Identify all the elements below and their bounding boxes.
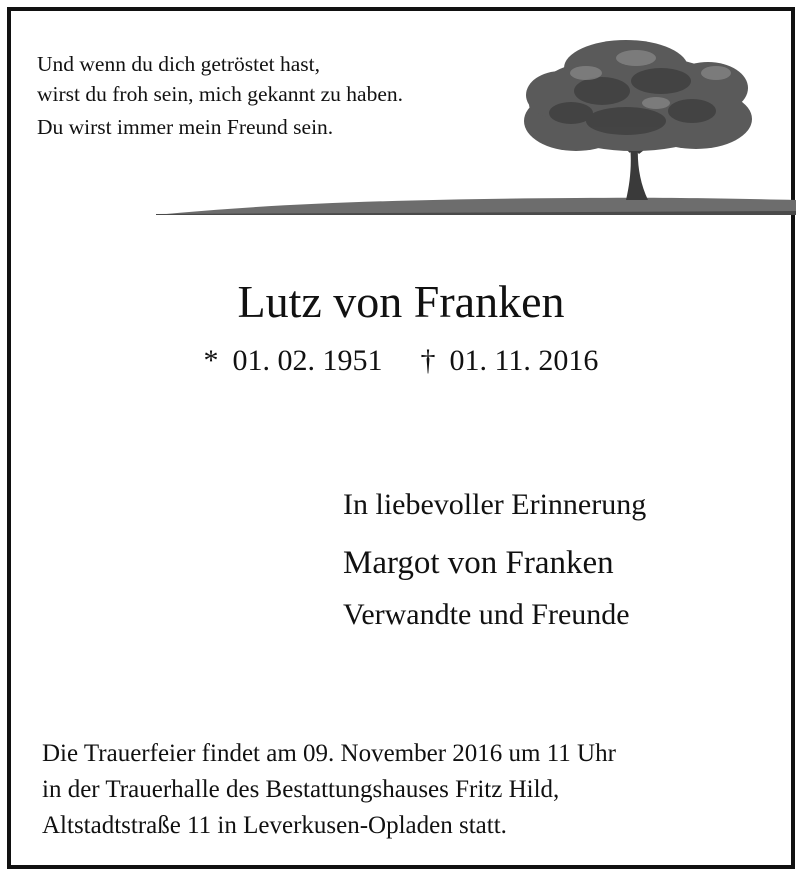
service-line-2: in der Trauerhalle des Bestattungshauses Fritz Hild, [42, 776, 560, 803]
service-line-3: Altstadtstraße 11 in Leverkusen-Opladen statt. [42, 812, 507, 839]
poem-line-2: wirst du froh sein, mich gekannt zu haben. [37, 82, 404, 106]
birth-symbol: * [203, 344, 219, 377]
tree-on-hill-icon [156, 33, 796, 223]
mourner-primary: Margot von Franken [343, 545, 614, 581]
poem-line-3: Du wirst immer mein Freund sein. [37, 115, 334, 139]
funeral-service-info [42, 736, 616, 844]
remembrance-intro: In liebevoller Erinnerung [343, 488, 647, 521]
deceased-name: Lutz von Franken [237, 276, 565, 327]
birth-date: 01. 02. 1951 [232, 344, 383, 377]
poem-line-1: Und wenn du dich getröstet hast, [37, 52, 321, 76]
death-date: 01. 11. 2016 [449, 344, 599, 377]
service-line-1: Die Trauerfeier findet am 09. November 2016 um 11 Uhr [42, 740, 616, 767]
obituary-frame [7, 7, 795, 869]
mourners-block [343, 485, 646, 635]
life-dates [11, 341, 791, 381]
death-symbol: † [420, 344, 436, 377]
mourner-secondary: Verwandte und Freunde [343, 598, 630, 631]
